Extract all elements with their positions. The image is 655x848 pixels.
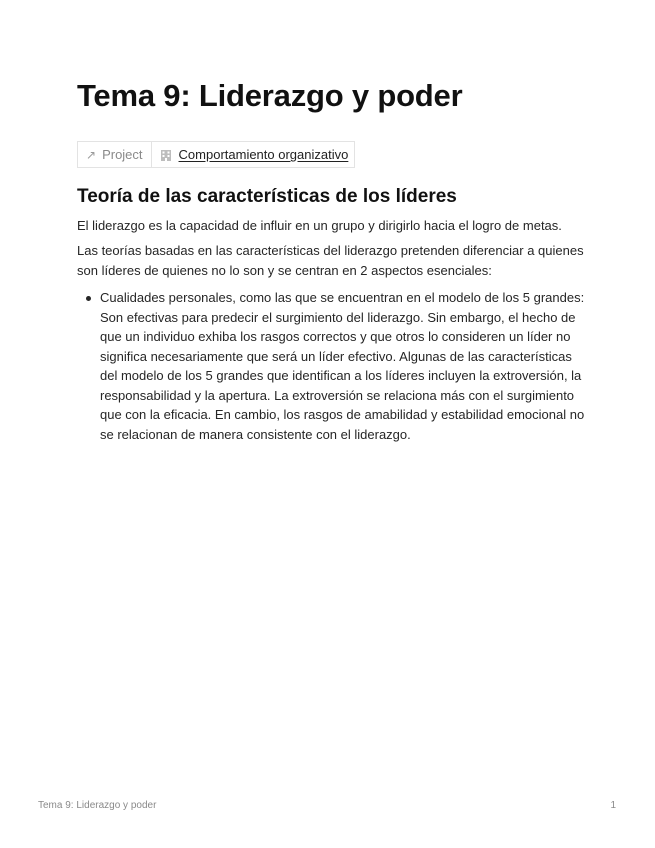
page-number: 1 xyxy=(610,800,616,811)
paragraph-theories: Las teorías basadas en las características del liderazgo pretenden diferenciar a quienes son líderes de quienes no lo son y se centran en 2 aspectos esenciales: xyxy=(77,243,584,278)
footer-title: Tema 9: Liderazgo y poder xyxy=(38,800,157,811)
section-heading: Teoría de las características de los líderes xyxy=(77,186,457,207)
page-title: Tema 9: Liderazgo y poder xyxy=(77,78,463,113)
property-value xyxy=(152,142,355,167)
property-row xyxy=(77,141,355,168)
paragraph-definition: El liderazgo es la capacidad de influir en un grupo y dirigirlo hacia el logro de metas. xyxy=(77,218,562,233)
property-key-label: Project xyxy=(102,147,143,162)
list-item-text: Cualidades personales, como las que se encuentran en el modelo de los 5 grandes: Son efectivas para predecir el surgimiento del liderazgo. Sin embargo, el hecho de que un individuo exhiba los rasgos correctos y que otros lo consideren un líder no significa necesariamente que será un líder efectivo. Algunas de las características del modelo de los 5 grandes que identifican a los líderes incluyen la extroversión, la responsabilidad y la apertura. La extroversión se relaciona más con el surgimiento que con la eficacia. En cambio, los rasgos de amabilidad y estabilidad emocional no se relacionan de manera consistente con el liderazgo. xyxy=(100,290,585,442)
bullet-list xyxy=(77,288,587,444)
building-icon xyxy=(160,149,172,161)
bullet-icon xyxy=(86,296,91,301)
property-key xyxy=(78,142,152,167)
list-item xyxy=(77,288,587,444)
project-link[interactable]: Comportamiento organizativo xyxy=(178,147,349,162)
arrow-up-right-icon: ↗ xyxy=(86,147,97,162)
